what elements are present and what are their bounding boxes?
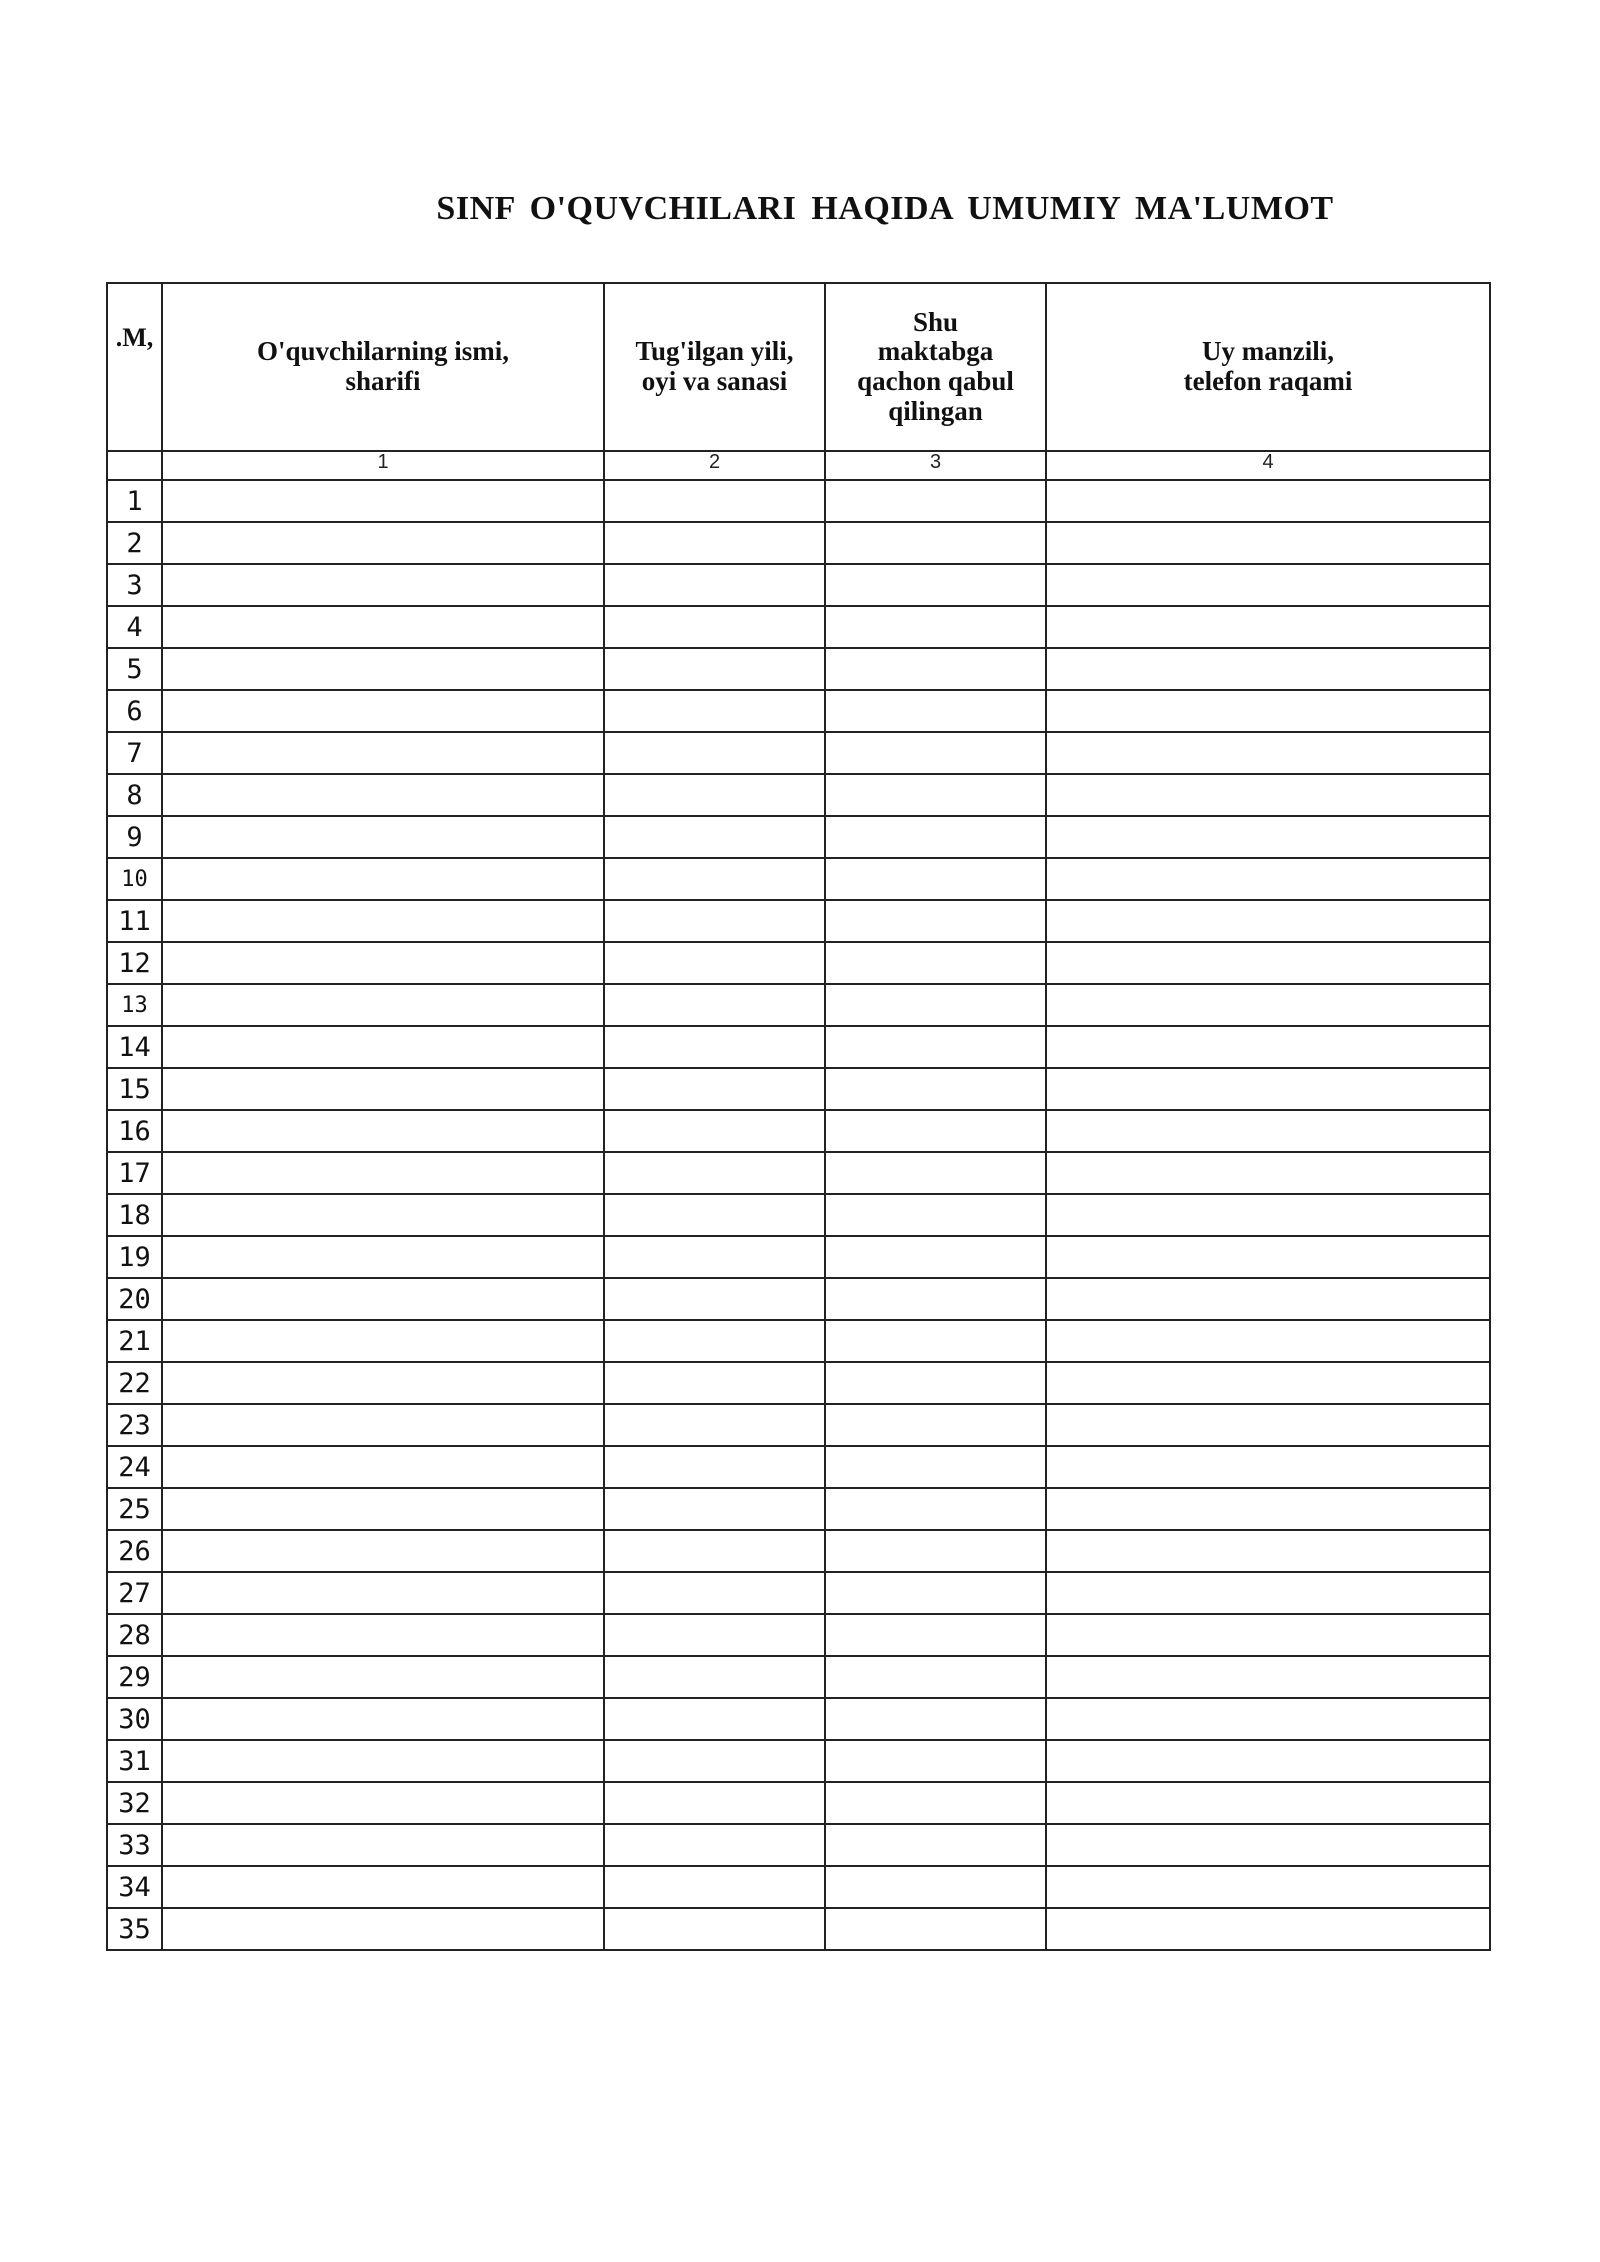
birth-date-cell[interactable] [604,858,825,900]
birth-date-cell[interactable] [604,1614,825,1656]
column-number-row [107,451,1490,480]
table-row [107,648,1490,690]
column-number: 3 [825,451,1046,480]
birth-date-cell[interactable] [604,1152,825,1194]
birth-date-cell[interactable] [604,774,825,816]
table-row [107,858,1490,900]
name-cell[interactable] [162,1866,604,1908]
table-row [107,984,1490,1026]
name-cell[interactable] [162,1026,604,1068]
birth-date-cell[interactable] [604,1110,825,1152]
birth-date-cell[interactable] [604,1236,825,1278]
address-phone-cell[interactable] [1046,942,1490,984]
column-number: 1 [162,451,604,480]
address-phone-cell[interactable] [1046,1446,1490,1488]
admission-date-cell[interactable] [825,1698,1046,1740]
address-phone-cell[interactable] [1046,1362,1490,1404]
address-phone-cell[interactable] [1046,1782,1490,1824]
birth-date-cell[interactable] [604,480,825,522]
admission-date-cell[interactable] [825,1866,1046,1908]
birth-date-cell[interactable] [604,1446,825,1488]
row-number: 27 [107,1572,162,1614]
table-row [107,1488,1490,1530]
header-admission-date: Shu maktabga qachon qabul qilingan [825,283,1046,451]
birth-date-cell[interactable] [604,1404,825,1446]
row-number: 32 [107,1782,162,1824]
row-number: 33 [107,1824,162,1866]
birth-date-cell[interactable] [604,1866,825,1908]
address-phone-cell[interactable] [1046,774,1490,816]
table-row [107,1824,1490,1866]
row-number: 22 [107,1362,162,1404]
header-row [107,283,1490,451]
name-cell[interactable] [162,648,604,690]
address-phone-cell[interactable] [1046,564,1490,606]
address-phone-cell[interactable] [1046,522,1490,564]
name-cell[interactable] [162,942,604,984]
row-number: 6 [107,690,162,732]
birth-date-cell[interactable] [604,942,825,984]
admission-date-cell[interactable] [825,816,1046,858]
birth-date-cell[interactable] [604,606,825,648]
row-number: 25 [107,1488,162,1530]
admission-date-cell[interactable] [825,1320,1046,1362]
birth-date-cell[interactable] [604,984,825,1026]
admission-date-cell[interactable] [825,984,1046,1026]
row-number: 16 [107,1110,162,1152]
name-cell[interactable] [162,1404,604,1446]
admission-date-cell[interactable] [825,648,1046,690]
table-row [107,900,1490,942]
birth-date-cell[interactable] [604,1320,825,1362]
row-number: 9 [107,816,162,858]
page-title: SINF O'QUVCHILARI HAQIDA UMUMIY MA'LUMOT [436,190,1334,227]
admission-date-cell[interactable] [825,1824,1046,1866]
table-row [107,1320,1490,1362]
address-phone-cell[interactable] [1046,1488,1490,1530]
admission-date-cell[interactable] [825,1194,1046,1236]
birth-date-cell[interactable] [604,816,825,858]
header-birth-date: Tug'ilgan yili, oyi va sanasi [604,283,825,451]
admission-date-cell[interactable] [825,1404,1046,1446]
table-body [107,480,1490,1950]
admission-date-cell[interactable] [825,1488,1046,1530]
address-phone-cell[interactable] [1046,858,1490,900]
birth-date-cell[interactable] [604,1026,825,1068]
name-cell[interactable] [162,1530,604,1572]
birth-date-cell[interactable] [604,1530,825,1572]
name-cell[interactable] [162,1362,604,1404]
name-cell[interactable] [162,1068,604,1110]
column-number: 2 [604,451,825,480]
admission-date-cell[interactable] [825,1236,1046,1278]
row-number: 12 [107,942,162,984]
table-row [107,1866,1490,1908]
birth-date-cell[interactable] [604,1194,825,1236]
admission-date-cell[interactable] [825,480,1046,522]
row-number: 19 [107,1236,162,1278]
name-cell[interactable] [162,900,604,942]
address-phone-cell[interactable] [1046,1740,1490,1782]
name-cell[interactable] [162,606,604,648]
birth-date-cell[interactable] [604,900,825,942]
address-phone-cell[interactable] [1046,1698,1490,1740]
table-row [107,1152,1490,1194]
birth-date-cell[interactable] [604,1068,825,1110]
row-number: 14 [107,1026,162,1068]
admission-date-cell[interactable] [825,1614,1046,1656]
table-row [107,1740,1490,1782]
name-cell[interactable] [162,1194,604,1236]
name-cell[interactable] [162,690,604,732]
table-row [107,1530,1490,1572]
table-row [107,564,1490,606]
row-number: 23 [107,1404,162,1446]
row-number: 11 [107,900,162,942]
row-number: 29 [107,1656,162,1698]
name-cell[interactable] [162,816,604,858]
table-row [107,1572,1490,1614]
address-phone-cell[interactable] [1046,1908,1490,1950]
name-cell[interactable] [162,1152,604,1194]
admission-date-cell[interactable] [825,1530,1046,1572]
birth-date-cell[interactable] [604,1488,825,1530]
table-row [107,1194,1490,1236]
row-number: 17 [107,1152,162,1194]
birth-date-cell[interactable] [604,1824,825,1866]
row-number: 2 [107,522,162,564]
row-number: 24 [107,1446,162,1488]
row-number: 10 [107,858,162,900]
address-phone-cell[interactable] [1046,1320,1490,1362]
address-phone-cell[interactable] [1046,1824,1490,1866]
name-cell[interactable] [162,480,604,522]
admission-date-cell[interactable] [825,858,1046,900]
address-phone-cell[interactable] [1046,1656,1490,1698]
row-number: 31 [107,1740,162,1782]
row-number: 13 [107,984,162,1026]
birth-date-cell[interactable] [604,1278,825,1320]
header-address-phone: Uy manzili, telefon raqami [1046,283,1490,451]
birth-date-cell[interactable] [604,1362,825,1404]
name-cell[interactable] [162,1614,604,1656]
name-cell[interactable] [162,1320,604,1362]
table-row [107,1026,1490,1068]
table-row [107,1236,1490,1278]
admission-date-cell[interactable] [825,732,1046,774]
birth-date-cell[interactable] [604,564,825,606]
table-row [107,816,1490,858]
name-cell[interactable] [162,1572,604,1614]
admission-date-cell[interactable] [825,1740,1046,1782]
table-row [107,774,1490,816]
name-cell[interactable] [162,984,604,1026]
row-number: 3 [107,564,162,606]
table-row [107,522,1490,564]
admission-date-cell[interactable] [825,564,1046,606]
address-phone-cell[interactable] [1046,1110,1490,1152]
admission-date-cell[interactable] [825,1572,1046,1614]
address-phone-cell[interactable] [1046,1194,1490,1236]
admission-date-cell[interactable] [825,942,1046,984]
row-number: 30 [107,1698,162,1740]
birth-date-cell[interactable] [604,1908,825,1950]
name-cell[interactable] [162,774,604,816]
row-number: 18 [107,1194,162,1236]
table-row [107,1110,1490,1152]
table-row [107,1656,1490,1698]
admission-date-cell[interactable] [825,522,1046,564]
birth-date-cell[interactable] [604,732,825,774]
admission-date-cell[interactable] [825,1068,1046,1110]
birth-date-cell[interactable] [604,1572,825,1614]
address-phone-cell[interactable] [1046,1866,1490,1908]
birth-date-cell[interactable] [604,690,825,732]
address-phone-cell[interactable] [1046,606,1490,648]
row-number: 34 [107,1866,162,1908]
name-cell[interactable] [162,1740,604,1782]
row-number: 7 [107,732,162,774]
row-number: 21 [107,1320,162,1362]
admission-date-cell[interactable] [825,900,1046,942]
birth-date-cell[interactable] [604,522,825,564]
address-phone-cell[interactable] [1046,1530,1490,1572]
name-cell[interactable] [162,1488,604,1530]
table-row [107,1446,1490,1488]
birth-date-cell[interactable] [604,1782,825,1824]
name-cell[interactable] [162,1110,604,1152]
admission-date-cell[interactable] [825,1908,1046,1950]
address-phone-cell[interactable] [1046,1152,1490,1194]
birth-date-cell[interactable] [604,1698,825,1740]
name-cell[interactable] [162,1446,604,1488]
row-number: 20 [107,1278,162,1320]
row-number: 4 [107,606,162,648]
row-number: 5 [107,648,162,690]
address-phone-cell[interactable] [1046,1236,1490,1278]
table-row [107,480,1490,522]
address-phone-cell[interactable] [1046,1026,1490,1068]
table-row [107,690,1490,732]
address-phone-cell[interactable] [1046,984,1490,1026]
admission-date-cell[interactable] [825,690,1046,732]
admission-date-cell[interactable] [825,1656,1046,1698]
name-cell[interactable] [162,1908,604,1950]
row-number: 8 [107,774,162,816]
row-number: 35 [107,1908,162,1950]
address-phone-cell[interactable] [1046,1278,1490,1320]
column-number [107,451,162,480]
name-cell[interactable] [162,522,604,564]
row-number: 28 [107,1614,162,1656]
admission-date-cell[interactable] [825,1026,1046,1068]
admission-date-cell[interactable] [825,1110,1046,1152]
row-number: 15 [107,1068,162,1110]
admission-date-cell[interactable] [825,1152,1046,1194]
address-phone-cell[interactable] [1046,1404,1490,1446]
address-phone-cell[interactable] [1046,690,1490,732]
name-cell[interactable] [162,1698,604,1740]
birth-date-cell[interactable] [604,1740,825,1782]
student-info-table [106,282,1491,1951]
address-phone-cell[interactable] [1046,816,1490,858]
admission-date-cell[interactable] [825,606,1046,648]
table-row [107,1362,1490,1404]
name-cell[interactable] [162,1656,604,1698]
row-number: 26 [107,1530,162,1572]
admission-date-cell[interactable] [825,1446,1046,1488]
birth-date-cell[interactable] [604,1656,825,1698]
name-cell[interactable] [162,564,604,606]
header-number: .M, [107,283,162,451]
birth-date-cell[interactable] [604,648,825,690]
admission-date-cell[interactable] [825,1278,1046,1320]
header-student-name: O'quvchilarning ismi, sharifi [162,283,604,451]
table-row [107,1908,1490,1950]
table-row [107,606,1490,648]
address-phone-cell[interactable] [1046,1068,1490,1110]
table-row [107,1404,1490,1446]
address-phone-cell[interactable] [1046,648,1490,690]
name-cell[interactable] [162,1782,604,1824]
name-cell[interactable] [162,858,604,900]
table-row [107,1782,1490,1824]
address-phone-cell[interactable] [1046,1572,1490,1614]
table-row [107,942,1490,984]
name-cell[interactable] [162,1824,604,1866]
address-phone-cell[interactable] [1046,732,1490,774]
table-row [107,1614,1490,1656]
table-row [107,1698,1490,1740]
table-row [107,1278,1490,1320]
column-number: 4 [1046,451,1490,480]
admission-date-cell[interactable] [825,774,1046,816]
table-row [107,732,1490,774]
address-phone-cell[interactable] [1046,1614,1490,1656]
row-number: 1 [107,480,162,522]
admission-date-cell[interactable] [825,1362,1046,1404]
name-cell[interactable] [162,1236,604,1278]
address-phone-cell[interactable] [1046,480,1490,522]
name-cell[interactable] [162,732,604,774]
address-phone-cell[interactable] [1046,900,1490,942]
table-row [107,1068,1490,1110]
name-cell[interactable] [162,1278,604,1320]
admission-date-cell[interactable] [825,1782,1046,1824]
